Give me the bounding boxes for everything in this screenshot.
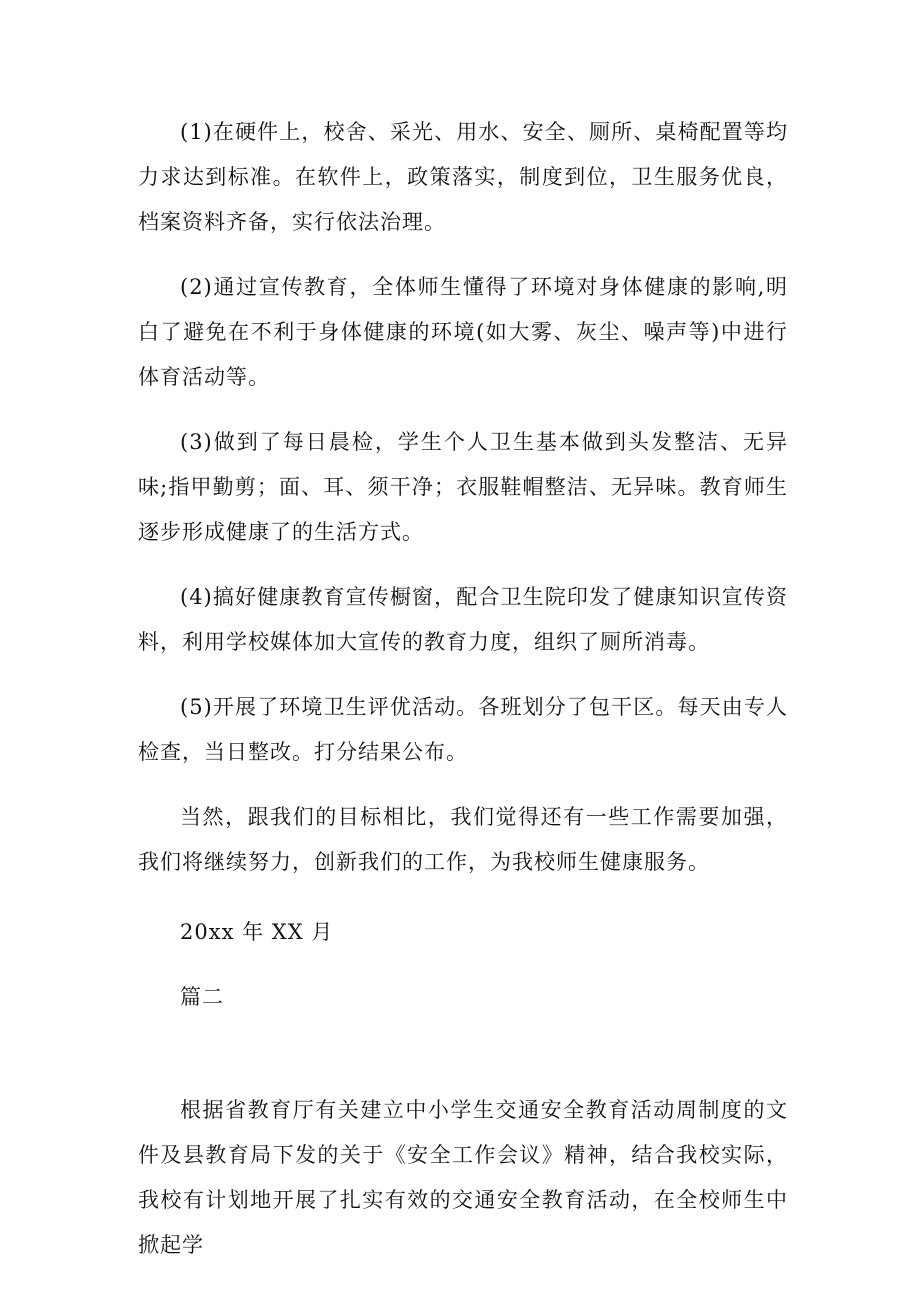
paragraph-hardware-software: (1)在硬件上，校舍、采光、用水、安全、厕所、桌椅配置等均力求达到标准。在软件上，政策落实，制度到位，卫生服务优良，档案资料齐备，实行依法治理。 <box>138 120 788 234</box>
paragraph-environment-health: (2)通过宣传教育，全体师生懂得了环境对身体健康的影响,明白了避免在不利于身体健康的环境(如大雾、灰尘、噪声等)中进行体育活动等。 <box>138 275 788 389</box>
date-line: 20xx 年 XX 月 <box>180 920 334 944</box>
paragraph-hygiene-evaluation: (5)开展了环境卫生评优活动。各班划分了包干区。每天由专人检查，当日整改。打分结果公布。 <box>138 695 788 764</box>
paragraph-traffic-safety: 根据省教育厅有关建立中小学生交通安全教育活动周制度的文件及县教育局下发的关于《安全工作会议》精神，结合我校实际，我校有计划地开展了扎实有效的交通安全教育活动，在全校师生中掀起学 <box>138 1098 788 1257</box>
paragraph-conclusion: 当然，跟我们的目标相比，我们觉得还有一些工作需要加强，我们将继续努力，创新我们的工作，为我校师生健康服务。 <box>138 805 788 874</box>
paragraph-morning-check: (3)做到了每日晨检，学生个人卫生基本做到头发整洁、无异味;指甲勤剪；面、耳、须干净；衣服鞋帽整洁、无异味。教育师生逐步形成健康了的生活方式。 <box>138 430 788 544</box>
section-title: 篇二 <box>180 985 224 1009</box>
paragraph-health-publicity: (4)搞好健康教育宣传橱窗，配合卫生院印发了健康知识宣传资料，利用学校媒体加大宣传的教育力度，组织了厕所消毒。 <box>138 585 788 654</box>
